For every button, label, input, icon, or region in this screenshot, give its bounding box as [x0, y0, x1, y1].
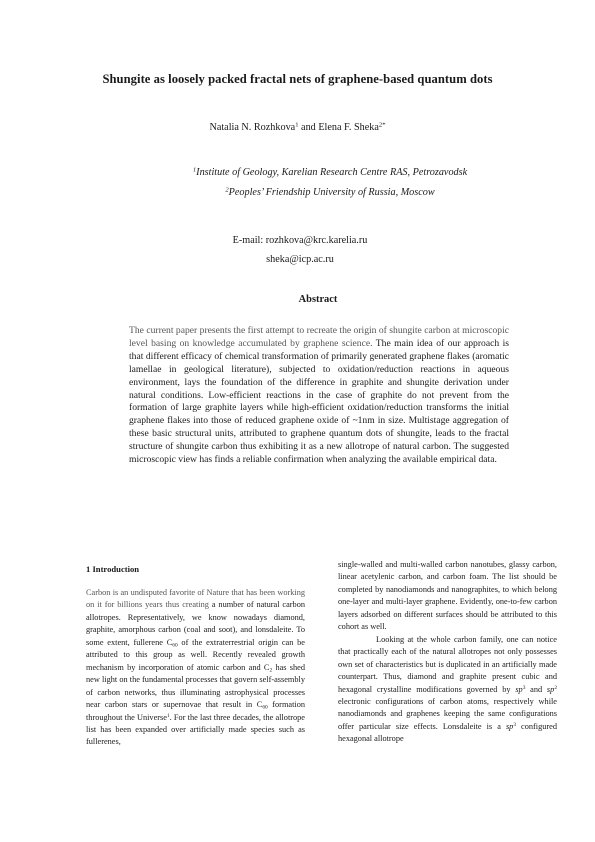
- section-heading-introduction: 1 Introduction: [86, 564, 140, 574]
- introduction-column-right: single-walled and multi-walled carbon nanotubes, glassy carbon, linear acetylenic carbon, and carbon foam. The list should be completed by nanodiamonds and nanographites, to which belong one-layer and multi-layer graphene. Evidently, one-to-few carbon layers adsorbed on different surfaces should be attributed to this cohort as well. Looking at the whole carbon family, one can notice that practically each of the natural allotropes not only possesses own set of characteristics but is duplicated in an artificially made counterpart. Thus, diamond and graphite present cubic and hexagonal crystalline modifications governed by $sp^3$ and $sp^2$ electronic configurations of carbon atoms, respectively while nanodiamonds and graphenes keeping the same configurations offer particular size effects. Lonsdaleite is a $sp^3$ configured hexagonal allotrope: [338, 560, 557, 744]
- affiliation-1: $^1$Institute of Geology, Karelian Research Centre RAS, Petrozavodsk: [192, 166, 468, 178]
- affiliation-2: $^2$Peoples’ Friendship University of Russia, Moscow: [225, 186, 435, 198]
- paper-title: Shungite as loosely packed fractal nets of graphene-based quantum dots: [102, 72, 493, 86]
- author-conjunction: and: [301, 122, 316, 133]
- author-sheka: Elena F. Sheka: [318, 122, 379, 133]
- introduction-column-left: Carbon is an undisputed favorite of Nature that has been working on it for billions years thus creating a number of natural carbon allotropes. Representatively, we know nowadays diamond, graphite, amorphous carbon (coal and soot), and lonsdaleite. To some extent, fullerene $C_{60}$ of the extraterrestrial origin can be attributed to this group as well. Recently revealed growth mechanism by incorporation of atomic carbon and $C_2$ has shed new light on the fundamental processes that govern self-assembly of carbon networks, thus illuminating astrophysical processes near carbon stars or supernovae that result in $C_{60}$ formation throughout the Universe$^1$. For the last three decades, the allotrope list has been expanded over artificially made species such as fullerenes,: [86, 588, 306, 747]
- author-affiliation-marker: 2*: [378, 121, 386, 129]
- author-rozhkova: Natalia N. Rozhkova: [209, 122, 296, 133]
- author-affiliation-marker: 1: [295, 121, 299, 129]
- abstract-heading: Abstract: [298, 294, 338, 305]
- email-line-2: sheka@icp.ac.ru: [266, 254, 334, 265]
- abstract-text: The current paper presents the first attempt to recreate the origin of shungite carbon at microscopic level basing on knowledge accumulated by graphene science. The main idea of our approach is that different efficacy of chemical transformation of primarily generated graphene flakes (aromatic lamellae in geological literature), subjected to oxidation/reduction reactions in aqueous environment, lays the foundation of the difference in graphite and shungite derivation under natural conditions. Low-efficient reactions in the case of graphite do not prevent from the formation of large graphite layers while high-efficient oxidation/reduction transforms the initial graphene flakes into those of reduced graphene oxide of ~1nm in size. Multistage aggregation of these basic structural units, attributed to graphene quantum dots of shungite, leads to the fractal structure of shungite carbon thus exhibiting it as a new allotrope of natural carbon. The suggested microscopic view has finds a reliable confirmation when analyzing the available empirical data.: [129, 325, 509, 466]
- email-line-1: E-mail: rozhkova@krc.karelia.ru: [232, 235, 368, 246]
- author-line: [0, 122, 595, 133]
